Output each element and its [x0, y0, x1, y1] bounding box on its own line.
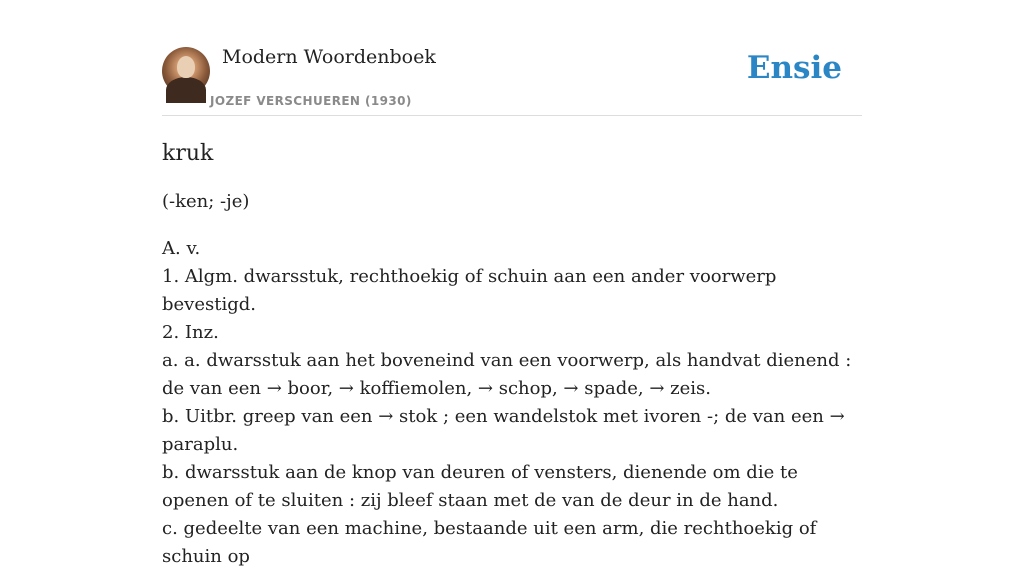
definition-line: c. gedeelte van een machine, bestaande uit een arm, die rechthoekig of schuin op: [162, 518, 817, 567]
entry-content: [162, 138, 862, 571]
entry-term: kruk: [162, 141, 214, 166]
definition-line: a. a. dwarsstuk aan het boveneind van een voorwerp, als handvat dienend : de van een → boor, → koffiemolen, → schop, → spade, → zeis.: [162, 350, 852, 399]
definition-line: b. dwarsstuk aan de knop van deuren of vensters, dienende om die te openen of te sluiten : zij bleef staan met de van de deur in de hand.: [162, 462, 798, 511]
definition-line: A. v.: [162, 238, 201, 259]
avatar-coat-shape: [166, 77, 206, 103]
header: [162, 46, 862, 116]
definition-line: 1. Algm. dwarsstuk, rechthoekig of schuin aan een ander voorwerp bevestigd.: [162, 266, 777, 315]
book-author[interactable]: JOZEF VERSCHUEREN (1930): [210, 94, 412, 108]
entry-forms: (-ken; -je): [162, 191, 250, 212]
book-title[interactable]: Modern Woordenboek: [222, 46, 436, 68]
avatar-face-shape: [177, 56, 195, 78]
brand-logo[interactable]: Ensie: [746, 50, 842, 86]
entry-definition: [162, 235, 862, 571]
definition-line: 2. Inz.: [162, 322, 219, 343]
author-avatar[interactable]: [162, 47, 210, 95]
definition-line: b. Uitbr. greep van een → stok ; een wandelstok met ivoren -; de van een → paraplu.: [162, 406, 845, 455]
